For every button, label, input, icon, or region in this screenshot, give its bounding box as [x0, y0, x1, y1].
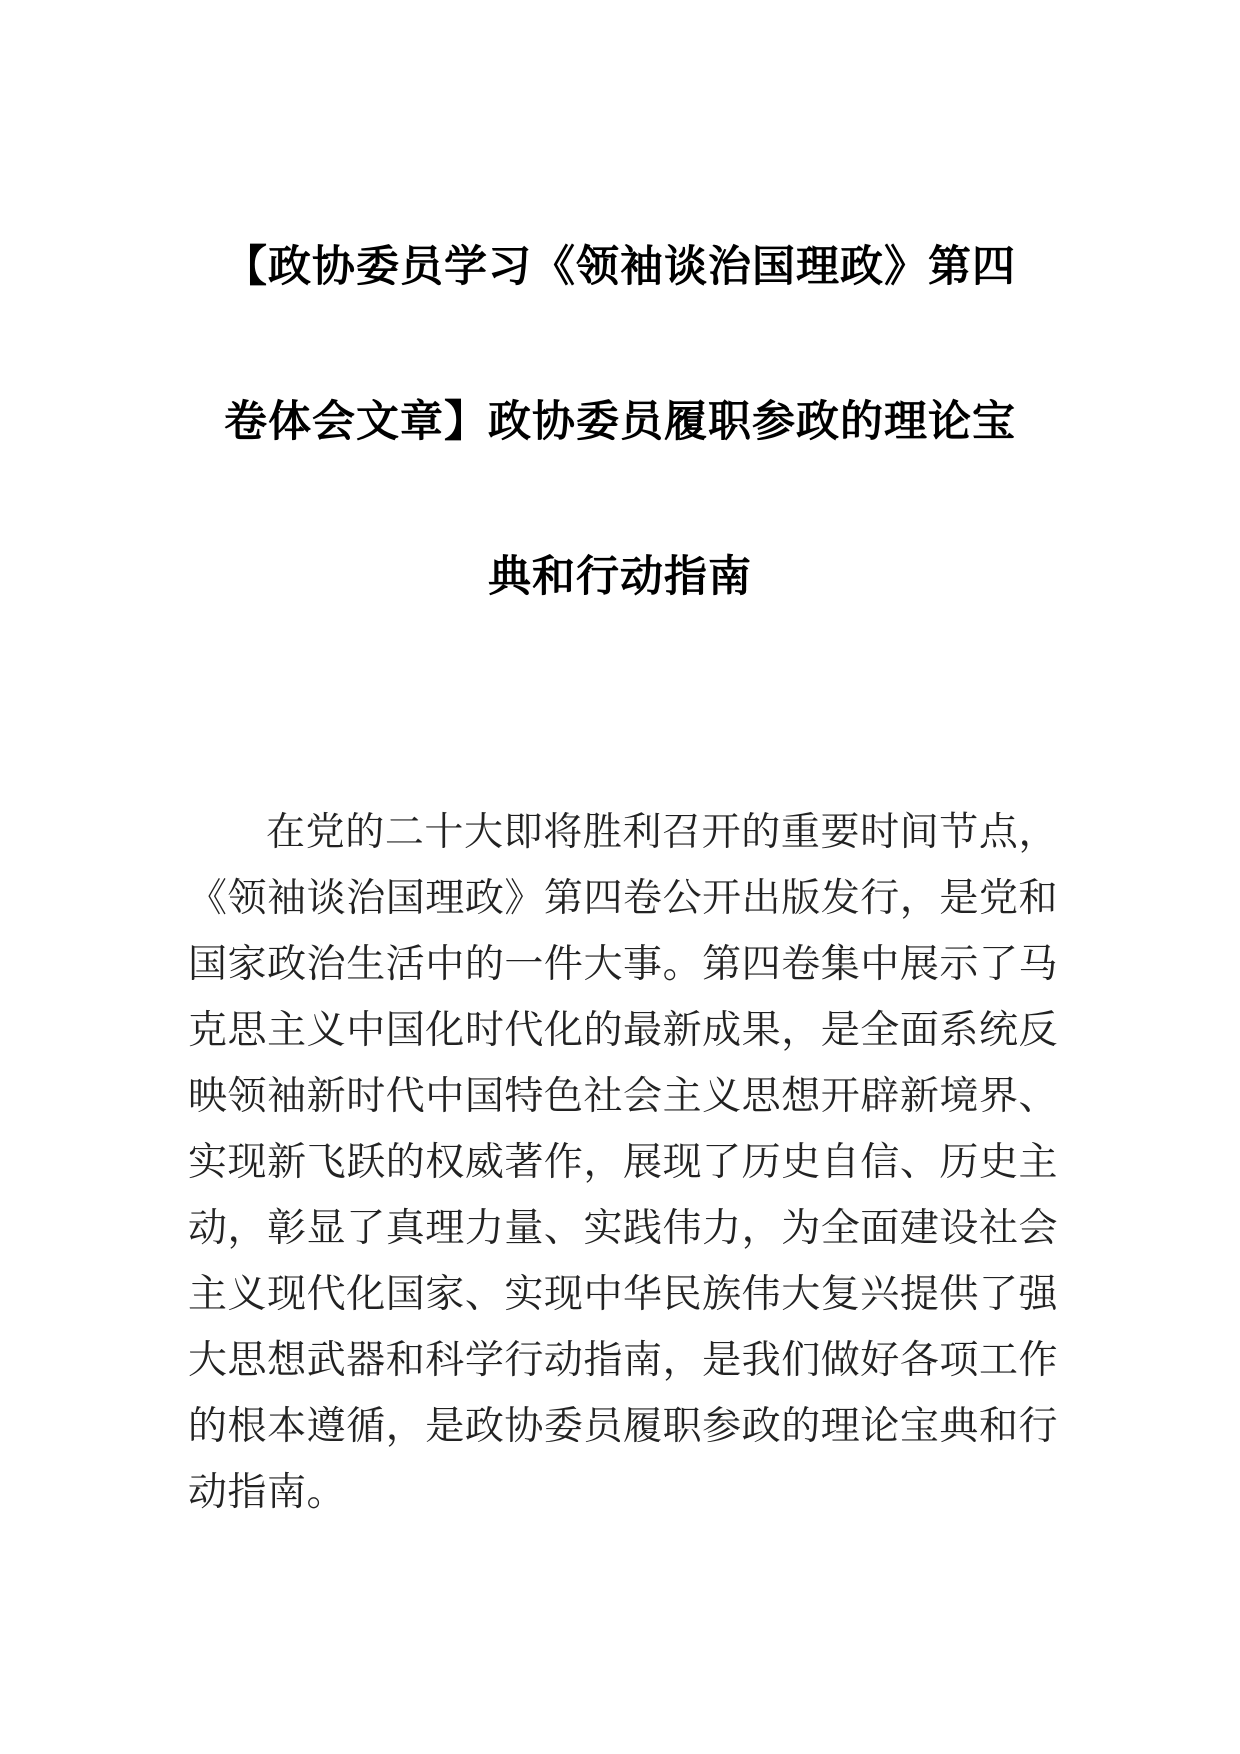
title-line-1: 【政协委员学习《领袖谈治国理政》第四 — [224, 242, 1016, 292]
document-title — [170, 190, 1070, 655]
title-line-3: 典和行动指南 — [488, 552, 752, 602]
body-paragraph: 在党的二十大即将胜利召开的重要时间节点，《领袖谈治国理政》第四卷公开出版发行，是党和国家政治生活中的一件大事。第四卷集中展示了马克思主义中国化时代化的最新成果，是全面系统反映领袖新时代中国特色社会主义思想开辟新境界、实现新飞跃的权威著作，展现了历史自信、历史主动，彰显了真理力量、实践伟力，为全面建设社会主义现代化国家、实现中华民族伟大复兴提供了强大思想武器和科学行动指南，是我们做好各项工作的根本遵循，是政协委员履职参政的理论宝典和行动指南。 — [188, 810, 1058, 1515]
title-line-2: 卷体会文章】政协委员履职参政的理论宝 — [224, 397, 1016, 447]
